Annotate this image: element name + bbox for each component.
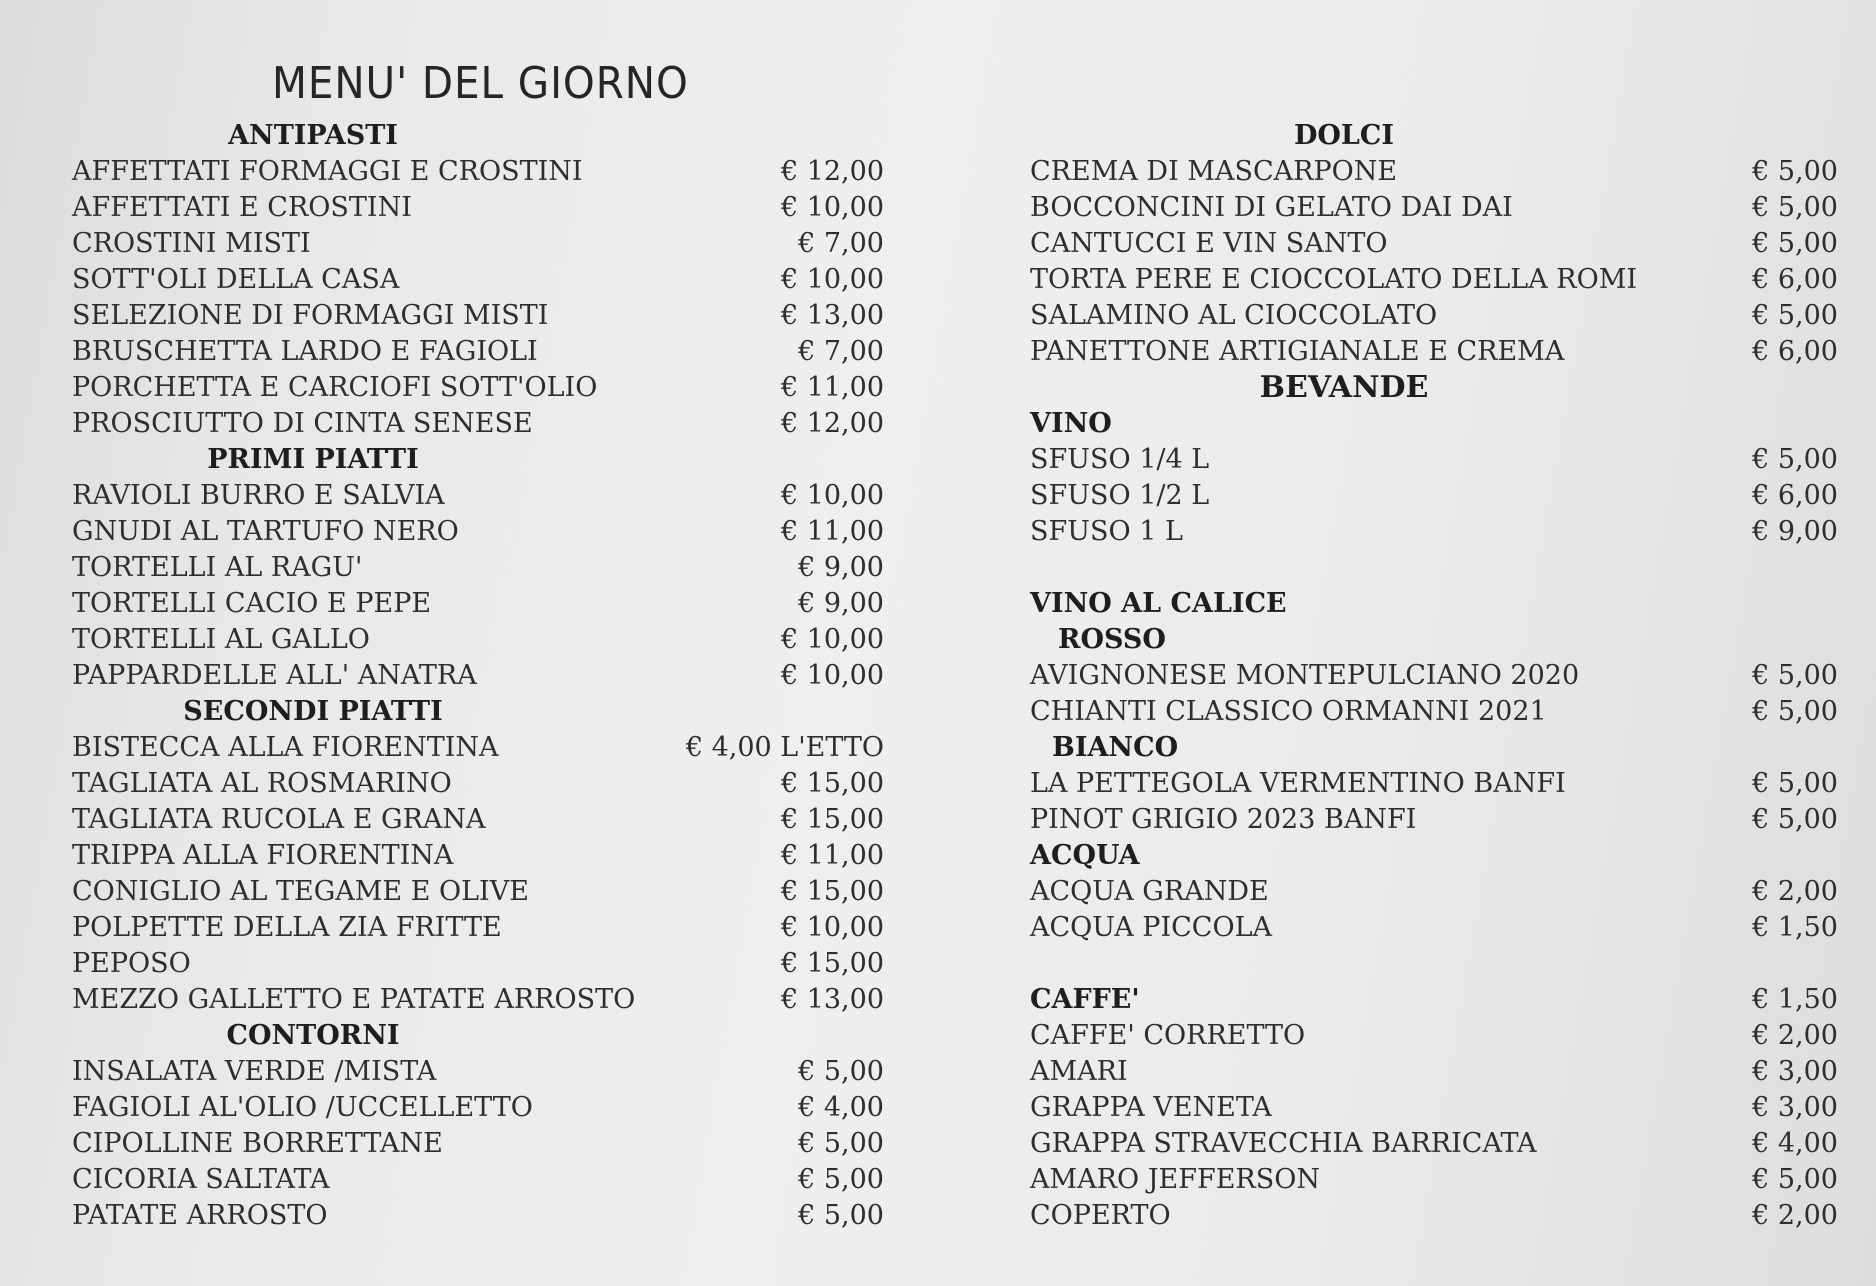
menu-item-row — [72, 190, 884, 226]
menu-item-name: GRAPPA VENETA — [1030, 1092, 1272, 1123]
section-contorni — [72, 1054, 884, 1234]
menu-item-row — [1030, 1162, 1838, 1198]
menu-item-row — [72, 1090, 884, 1126]
menu-item-row — [72, 1198, 884, 1234]
menu-item-name: AMARI — [1030, 1056, 1128, 1087]
section-dolci — [1030, 154, 1838, 370]
left-column — [72, 118, 884, 1234]
menu-item-name: PORCHETTA E CARCIOFI SOTT'OLIO — [72, 372, 598, 403]
menu-item-row — [1030, 262, 1838, 298]
menu-item-name: GRAPPA STRAVECCHIA BARRICATA — [1030, 1128, 1537, 1159]
menu-item-price: € 4,00 — [798, 1092, 884, 1123]
menu-item-row — [1030, 478, 1838, 514]
menu-item-price: € 6,00 — [1752, 480, 1838, 511]
menu-item-name: PROSCIUTTO DI CINTA SENESE — [72, 408, 533, 439]
menu-item-name: CICORIA SALTATA — [72, 1164, 330, 1195]
section-heading-rosso: ROSSO — [1058, 624, 1166, 655]
menu-item-row — [1030, 694, 1838, 730]
menu-item-price: € 13,00 — [780, 300, 884, 331]
menu-item-name: PEPOSO — [72, 948, 191, 979]
spacer — [1030, 946, 1838, 982]
menu-item-row — [72, 946, 884, 982]
menu-item-name: CHIANTI CLASSICO ORMANNI 2021 — [1030, 696, 1547, 727]
menu-item-row — [72, 262, 884, 298]
menu-item-name: AFFETTATI E CROSTINI — [72, 192, 412, 223]
menu-item-price: € 10,00 — [780, 624, 884, 655]
spacer — [1030, 550, 1838, 586]
menu-item-price: € 15,00 — [780, 948, 884, 979]
menu-item-row — [1030, 1198, 1838, 1234]
menu-item-name: CREMA DI MASCARPONE — [1030, 156, 1398, 187]
menu-item-row — [72, 1054, 884, 1090]
menu-item-name: TAGLIATA AL ROSMARINO — [72, 768, 452, 799]
section-vino — [1030, 442, 1838, 550]
section-caffe — [1030, 1018, 1838, 1234]
menu-item-name: INSALATA VERDE /MISTA — [72, 1056, 437, 1087]
section-heading-bianco: BIANCO — [1052, 732, 1179, 763]
menu-item-price: € 5,00 — [798, 1200, 884, 1231]
menu-item-price: € 6,00 — [1752, 264, 1838, 295]
menu-item-name: GNUDI AL TARTUFO NERO — [72, 516, 459, 547]
menu-item-row — [72, 514, 884, 550]
menu-item-row — [72, 1162, 884, 1198]
menu-item-name: BRUSCHETTA LARDO E FAGIOLI — [72, 336, 538, 367]
right-column — [1030, 118, 1838, 1234]
menu-item-price: € 13,00 — [780, 984, 884, 1015]
section-rosso — [1030, 658, 1838, 730]
section-heading-vino: VINO — [1030, 408, 1112, 439]
menu-item-row — [72, 874, 884, 910]
menu-item-row — [1030, 766, 1838, 802]
menu-item-row — [1030, 1090, 1838, 1126]
menu-item-name: CANTUCCI E VIN SANTO — [1030, 228, 1388, 259]
menu-item-row — [1030, 334, 1838, 370]
menu-item-row — [72, 478, 884, 514]
section-heading-contorni: CONTORNI — [226, 1020, 400, 1051]
section-heading-secondi: SECONDI PIATTI — [183, 696, 443, 727]
menu-item-price: € 5,00 — [798, 1056, 884, 1087]
menu-item-name: MEZZO GALLETTO E PATATE ARROSTO — [72, 984, 636, 1015]
menu-item-row — [72, 1126, 884, 1162]
menu-item-name: BOCCONCINI DI GELATO DAI DAI — [1030, 192, 1513, 223]
menu-item-row — [1030, 226, 1838, 262]
menu-item-name: RAVIOLI BURRO E SALVIA — [72, 480, 445, 511]
menu-item-price: € 15,00 — [780, 804, 884, 835]
menu-item-row — [72, 334, 884, 370]
menu-item-row — [1030, 442, 1838, 478]
menu-item-name: CIPOLLINE BORRETTANE — [72, 1128, 443, 1159]
menu-item-name: COPERTO — [1030, 1200, 1171, 1231]
menu-item-price: € 12,00 — [780, 408, 884, 439]
menu-item-price: € 15,00 — [780, 876, 884, 907]
menu-item-price: € 5,00 — [1752, 768, 1838, 799]
menu-item-name: TORTELLI AL GALLO — [72, 624, 370, 655]
menu-item-price: € 10,00 — [780, 264, 884, 295]
section-heading-bevande: BEVANDE — [1259, 370, 1429, 405]
menu-item-price: € 7,00 — [798, 228, 884, 259]
menu-item-row — [1030, 1054, 1838, 1090]
menu-item-price: € 11,00 — [780, 516, 884, 547]
menu-item-price: € 10,00 — [780, 192, 884, 223]
section-heading-vino-al-calice: VINO AL CALICE — [1030, 588, 1287, 619]
menu-item-row — [72, 622, 884, 658]
menu-item-name: CONIGLIO AL TEGAME E OLIVE — [72, 876, 529, 907]
section-antipasti — [72, 154, 884, 442]
menu-item-price: € 7,00 — [798, 336, 884, 367]
section-secondi — [72, 730, 884, 1018]
menu-item-price: € 2,00 — [1752, 1020, 1838, 1051]
menu-item-price: € 4,00 — [1752, 1128, 1838, 1159]
section-heading-caffe: CAFFE' — [1030, 984, 1140, 1015]
menu-item-row — [72, 838, 884, 874]
menu-item-price: € 5,00 — [1752, 1164, 1838, 1195]
menu-item-price: € 5,00 — [1752, 228, 1838, 259]
menu-item-price: € 5,00 — [798, 1164, 884, 1195]
menu-item-row — [72, 910, 884, 946]
menu-item-price: € 9,00 — [798, 588, 884, 619]
menu-item-name: SFUSO 1/4 L — [1030, 444, 1210, 475]
menu-item-row — [1030, 298, 1838, 334]
menu-item-row — [1030, 658, 1838, 694]
menu-item-price: € 5,00 — [1752, 804, 1838, 835]
menu-item-row — [72, 802, 884, 838]
section-heading-primi: PRIMI PIATTI — [207, 444, 419, 475]
menu-item-row — [72, 406, 884, 442]
menu-item-price: € 5,00 — [1752, 660, 1838, 691]
menu-item-name: SFUSO 1/2 L — [1030, 480, 1210, 511]
menu-item-price: € 2,00 — [1752, 1200, 1838, 1231]
menu-item-price: € 6,00 — [1752, 336, 1838, 367]
menu-item-row — [1030, 1126, 1838, 1162]
menu-item-price: € 9,00 — [1752, 516, 1838, 547]
menu-item-name: AFFETTATI FORMAGGI E CROSTINI — [72, 156, 583, 187]
menu-item-name: PATATE ARROSTO — [72, 1200, 328, 1231]
menu-item-row — [1030, 1018, 1838, 1054]
menu-item-name: AMARO JEFFERSON — [1030, 1164, 1320, 1195]
section-heading-antipasti: ANTIPASTI — [228, 120, 398, 151]
menu-item-price: € 4,00 L'ETTO — [685, 732, 884, 763]
menu-item-price: € 15,00 — [780, 768, 884, 799]
menu-item-row — [72, 730, 884, 766]
section-acqua — [1030, 874, 1838, 946]
section-heading-dolci: DOLCI — [1293, 120, 1395, 151]
menu-item-row — [1030, 874, 1838, 910]
menu-item-price: € 10,00 — [780, 480, 884, 511]
menu-item-row — [72, 298, 884, 334]
menu-item-row — [72, 586, 884, 622]
menu-item-name: SFUSO 1 L — [1030, 516, 1183, 547]
menu-item-price: € 1,50 — [1752, 912, 1838, 943]
menu-item-price: € 11,00 — [780, 372, 884, 403]
menu-item-row — [1030, 154, 1838, 190]
menu-item-name: ACQUA PICCOLA — [1030, 912, 1273, 943]
menu-item-row — [1030, 910, 1838, 946]
menu-item-name: LA PETTEGOLA VERMENTINO BANFI — [1030, 768, 1566, 799]
menu-item-name: SELEZIONE DI FORMAGGI MISTI — [72, 300, 549, 331]
menu-item-row — [72, 154, 884, 190]
menu-item-name: POLPETTE DELLA ZIA FRITTE — [72, 912, 502, 943]
menu-item-row — [72, 658, 884, 694]
menu-item-name: AVIGNONESE MONTEPULCIANO 2020 — [1030, 660, 1580, 691]
menu-item-row — [1030, 514, 1838, 550]
menu-item-price: € 9,00 — [798, 552, 884, 583]
menu-item-price: € 5,00 — [1752, 696, 1838, 727]
menu-item-price: € 3,00 — [1752, 1092, 1838, 1123]
menu-item-name: TORTA PERE E CIOCCOLATO DELLA ROMI — [1030, 264, 1638, 295]
menu-item-price: € 5,00 — [1752, 444, 1838, 475]
menu-item-name: ACQUA GRANDE — [1030, 876, 1269, 907]
menu-item-name: PAPPARDELLE ALL' ANATRA — [72, 660, 477, 691]
menu-item-name: SOTT'OLI DELLA CASA — [72, 264, 400, 295]
menu-item-name: CAFFE' CORRETTO — [1030, 1020, 1306, 1051]
menu-item-row — [72, 550, 884, 586]
menu-item-price: € 2,00 — [1752, 876, 1838, 907]
menu-item-row — [72, 370, 884, 406]
menu-item-row — [72, 766, 884, 802]
menu-item-row — [72, 982, 884, 1018]
menu-item-row — [1030, 802, 1838, 838]
menu-item-name: CROSTINI MISTI — [72, 228, 311, 259]
caffe-price: € 1,50 — [1752, 984, 1838, 1015]
section-bianco — [1030, 766, 1838, 838]
menu-item-row — [1030, 190, 1838, 226]
menu-item-price: € 10,00 — [780, 912, 884, 943]
menu-item-name: FAGIOLI AL'OLIO /UCCELLETTO — [72, 1092, 533, 1123]
menu-item-name: TORTELLI CACIO E PEPE — [72, 588, 432, 619]
menu-title: MENU' DEL GIORNO — [272, 58, 689, 109]
menu-item-price: € 5,00 — [1752, 192, 1838, 223]
menu-item-name: SALAMINO AL CIOCCOLATO — [1030, 300, 1438, 331]
caffe-row — [1030, 982, 1838, 1018]
menu-item-row — [72, 226, 884, 262]
menu-item-price: € 5,00 — [798, 1128, 884, 1159]
menu-item-name: PANETTONE ARTIGIANALE E CREMA — [1030, 336, 1565, 367]
menu-item-price: € 5,00 — [1752, 300, 1838, 331]
menu-item-price: € 10,00 — [780, 660, 884, 691]
menu-item-name: TAGLIATA RUCOLA E GRANA — [72, 804, 486, 835]
menu-item-name: TORTELLI AL RAGU' — [72, 552, 363, 583]
menu-item-price: € 12,00 — [780, 156, 884, 187]
menu-item-name: PINOT GRIGIO 2023 BANFI — [1030, 804, 1417, 835]
menu-item-price: € 11,00 — [780, 840, 884, 871]
section-heading-acqua: ACQUA — [1030, 840, 1140, 871]
menu-item-name: BISTECCA ALLA FIORENTINA — [72, 732, 499, 763]
menu-item-price: € 3,00 — [1752, 1056, 1838, 1087]
menu-item-price: € 5,00 — [1752, 156, 1838, 187]
section-primi — [72, 478, 884, 694]
menu-item-name: TRIPPA ALLA FIORENTINA — [72, 840, 454, 871]
